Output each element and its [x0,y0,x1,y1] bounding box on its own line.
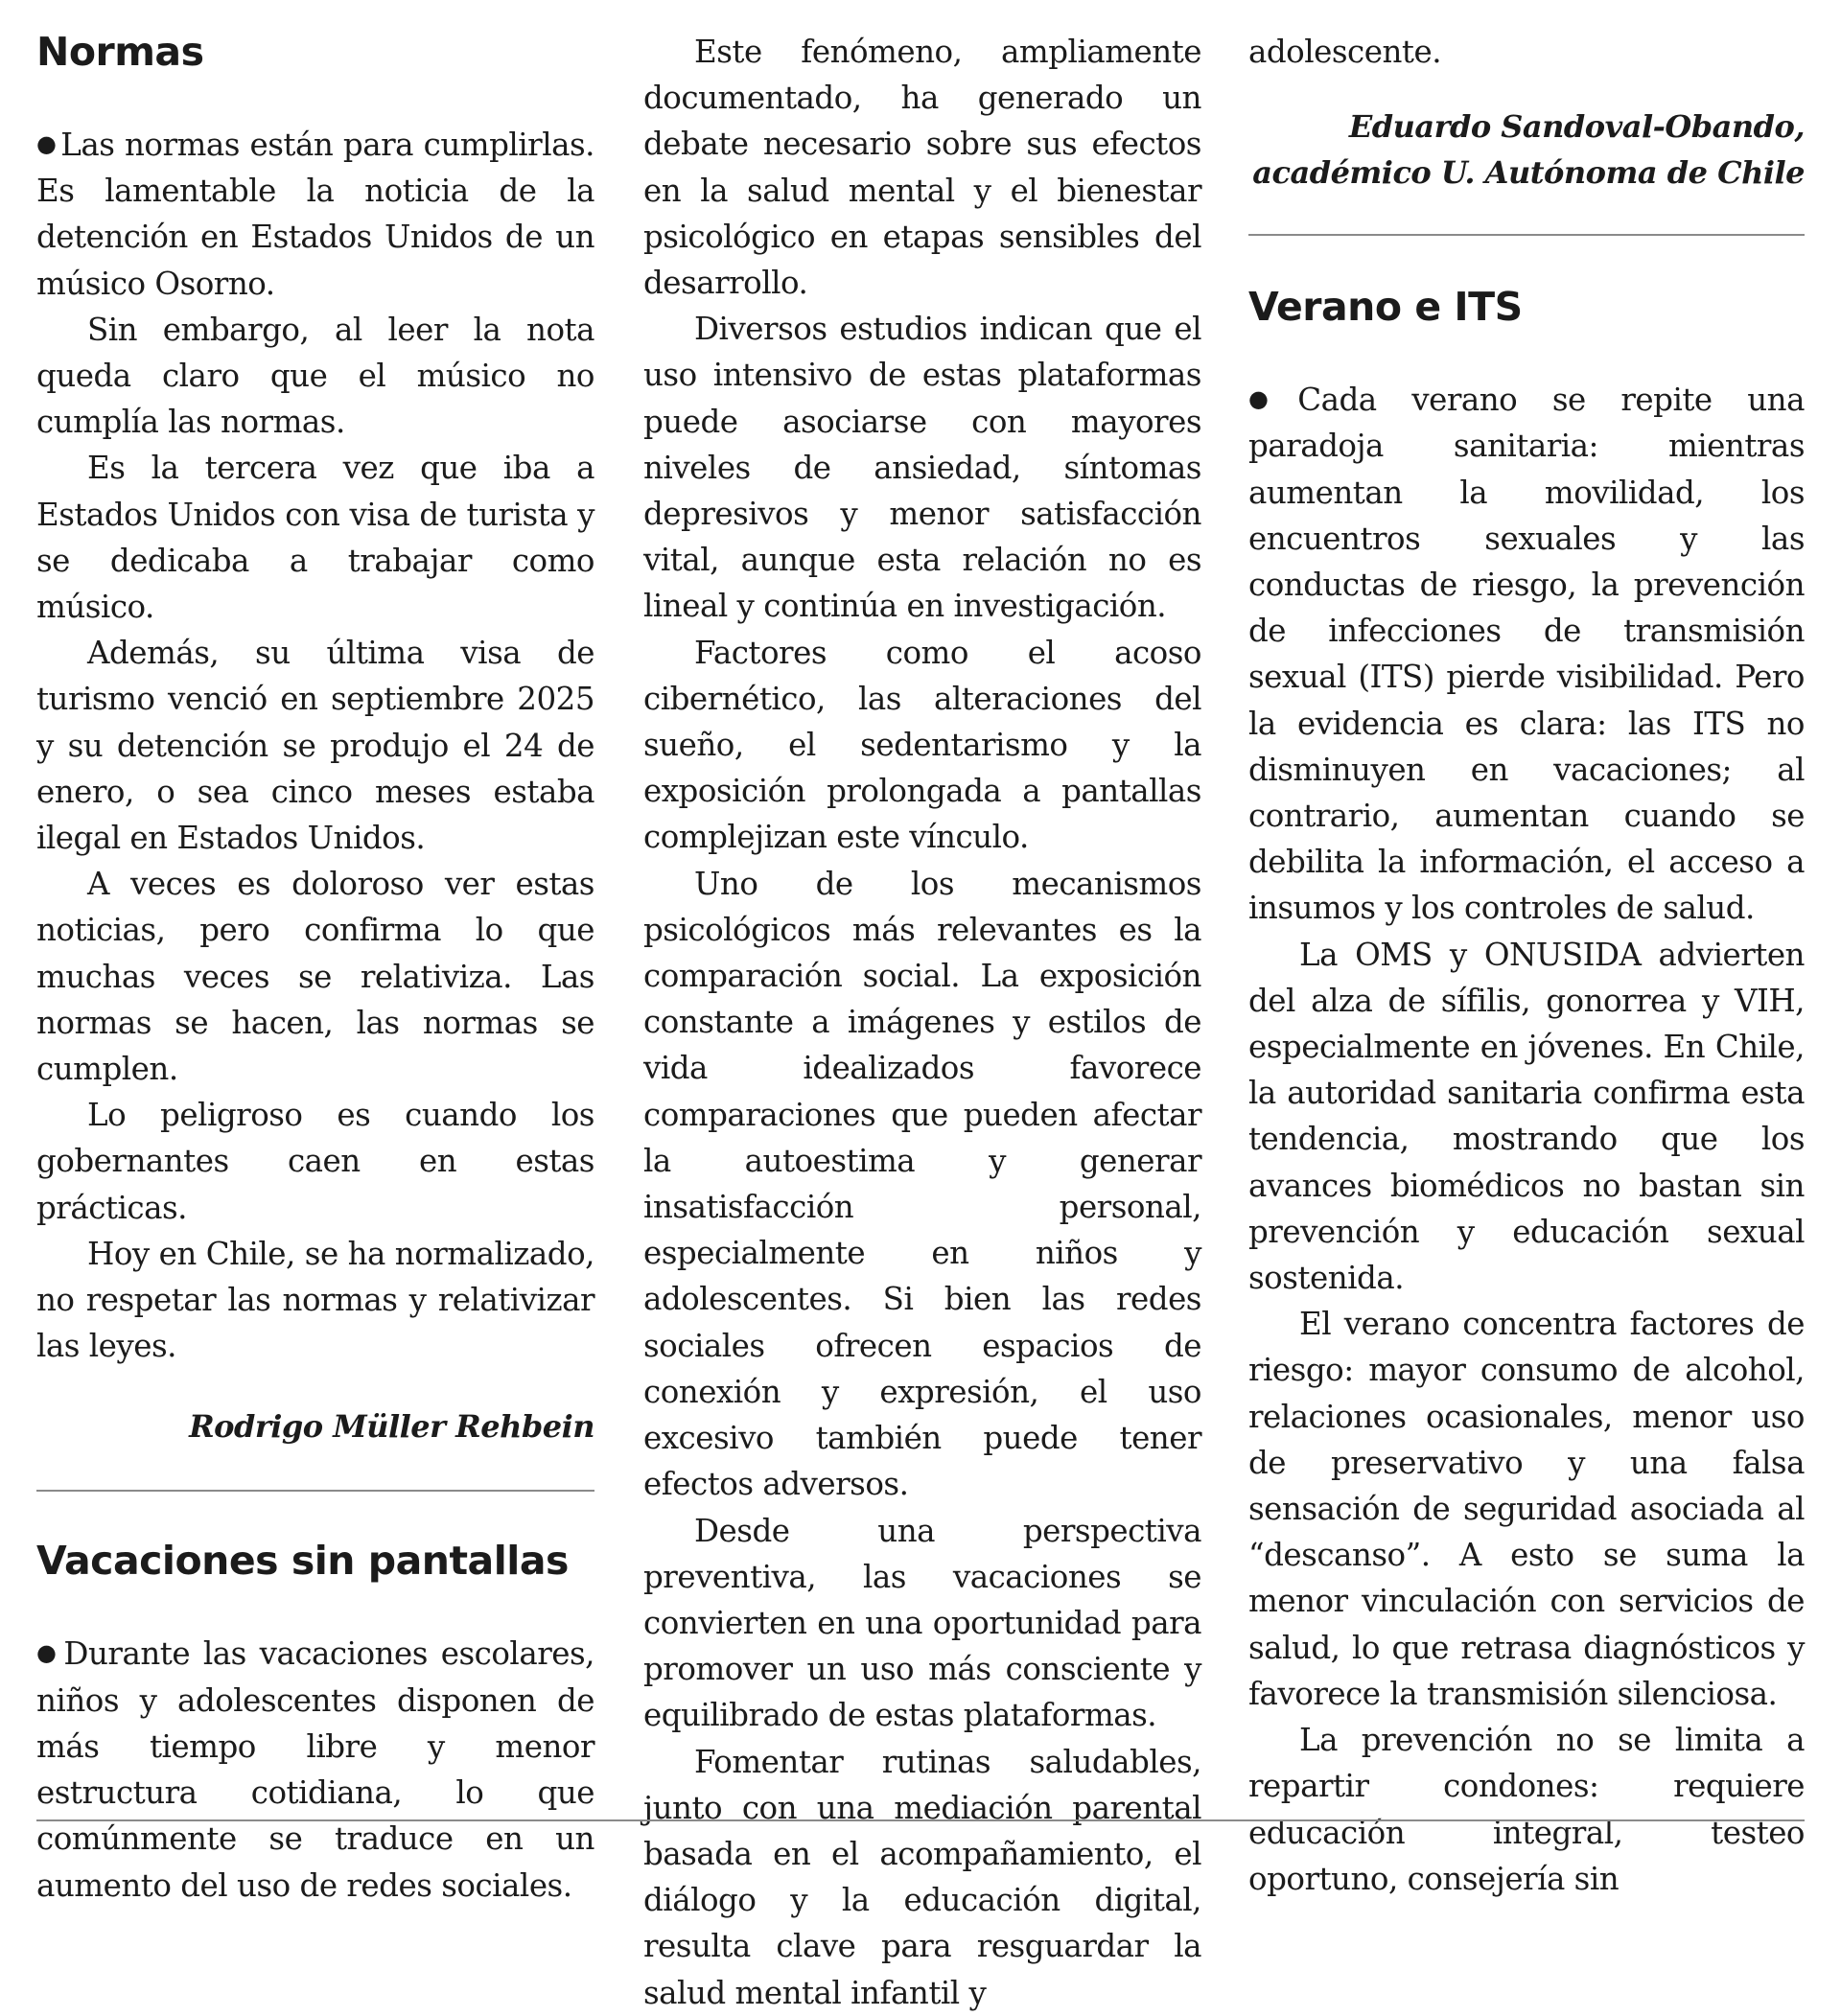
bullet-icon: ● [36,130,58,157]
divider [36,1490,594,1492]
paragraph: El verano concentra factores de riesgo: mayor consumo de alcohol, relaciones ocasionales, menor uso de preservativo y una falsa sensación de seguridad asociada al “descanso”. A esto se suma la menor vinculación con servicios de salud, lo que retrasa diagnósticos y favorece la transmisión silenciosa. [1248,1306,1805,1712]
paragraph: Uno de los mecanismos psicológicos más relevantes es la comparación social. La exposición constante a imágenes y estilos de vida idealizados favorece comparaciones que pueden afectar la autoestima y generar insatisfacción personal, especialmente en niños y adolescentes. Si bien las redes sociales ofrecen espacios de conexión y expresión, el uso excesivo también puede tener efectos adversos. [643,865,1201,1503]
author-affiliation: académico U. Autónoma de Chile [1252,154,1805,192]
bottom-divider [36,1819,1805,1821]
column-3 [1248,29,1805,1902]
paragraph [36,121,594,307]
paragraph: A veces es doloroso ver estas noticias, pero confirma lo que muchas veces se relativiza. Las normas se hacen, las normas se cumplen. [36,866,594,1088]
paragraph: Fomentar rutinas saludables, junto con una mediación parental basada en el acompañamiento, el diálogo y la educación digital, resulta clave para resguardar la salud mental infantil y [643,1743,1201,2011]
article-title-normas: Normas [36,29,204,75]
paragraph: Factores como el acoso cibernético, las alteraciones del sueño, el sedentarismo y la exposición prolongada a pantallas complejizan este vínculo. [643,634,1201,856]
paragraph: La OMS y ONUSIDA advierten del alza de sífilis, gonorrea y VIH, especialmente en jóvenes. En Chile, la autoridad sanitaria confirma esta tendencia, mostrando que los avances biomédicos no bastan sin prevención y educación sexual sostenida. [1248,936,1805,1297]
paragraph-text: Las normas están para cumplirlas. Es lamentable la noticia de la detención en Estados Unidos de un músico Osorno. [36,127,594,302]
paragraph: Además, su última visa de turismo venció en septiembre 2025 y su detención se produjo el 24 de enero, o sea cinco meses estaba ilegal en Estados Unidos. [36,635,594,857]
divider [1248,234,1805,236]
paragraph [36,1630,594,1908]
author-signature: Eduardo Sandoval-Obando, [1348,108,1805,146]
paragraph: La prevención no se limita a repartir condones: requiere educación integral, testeo oportuno, consejería sin [1248,1722,1805,1897]
bullet-icon: ● [36,1639,60,1667]
author-signature: Rodrigo Müller Rehbein [189,1408,594,1446]
paragraph-continuation: adolescente. [1248,34,1442,70]
article-title-vacaciones: Vacaciones sin pantallas [36,1538,569,1585]
paragraph: Diversos estudios indican que el uso intensivo de estas plataformas puede asociarse con mayores niveles de ansiedad, síntomas depresivos y menor satisfacción vital, aunque esta relación no es lineal y continúa en investigación. [643,311,1201,625]
paragraph-text: Durante las vacaciones escolares, niños y adolescentes disponen de más tiempo libre y menor estructura cotidiana, lo que comúnmente se traduce en un aumento del uso de redes sociales. [36,1635,594,1904]
paragraph: Este fenómeno, ampliamente documentado, ha generado un debate necesario sobre sus efectos en la salud mental y el bienestar psicológico en etapas sensibles del desarrollo. [643,34,1201,302]
paragraph: Desde una perspectiva preventiva, las vacaciones se convierten en una oportunidad para promover un uso más consciente y equilibrado de estas plataformas. [643,1512,1201,1734]
bullet-icon: ● [1248,385,1294,413]
paragraph: Hoy en Chile, se ha normalizado, no respetar las normas y relativizar las leyes. [36,1235,594,1365]
paragraph [1248,376,1805,931]
article-title-verano: Verano e ITS [1248,284,1523,331]
column-1 [36,29,594,1909]
paragraph: Es la tercera vez que iba a Estados Unidos con visa de turista y se dedicaba a trabajar como músico. [36,450,594,626]
paragraph: Sin embargo, al leer la nota queda claro que el músico no cumplía las normas. [36,311,594,441]
paragraph-text: Cada verano se repite una paradoja sanitaria: mientras aumentan la movilidad, los encuentros sexuales y las conductas de riesgo, la prevención de infecciones de transmisión sexual (ITS) pierde visibilidad. Pero la evidencia es clara: las ITS no disminuyen en vacaciones; al contrario, aumentan cuando se debilita la información, el acceso a insumos y los controles de salud. [1248,382,1805,927]
column-2 [643,29,1201,2016]
paragraph: Lo peligroso es cuando los gobernantes caen en estas prácticas. [36,1097,594,1226]
